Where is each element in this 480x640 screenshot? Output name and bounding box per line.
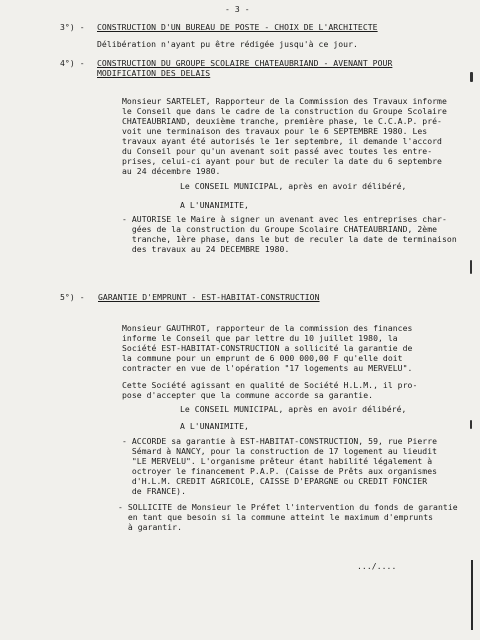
section-5-decision-line: - ACCORDE sa garantie à EST-HABITAT-CONSTRUCTION, 59, rue Pierre [122, 436, 438, 446]
section-4-decision-line: tranche, 1ère phase, dans le but de reculer la date de terminaison [122, 234, 457, 244]
scan-speck [470, 72, 473, 82]
section-5-council: Le CONSEIL MUNICIPAL, après en avoir délibéré, [180, 404, 407, 414]
section-4-decision-line: des travaux au 24 DECEMBRE 1980. [122, 244, 290, 254]
section-4-report-line: voit une terminaison des travaux pour le 6 SEPTEMBRE 1980. Les [122, 126, 428, 136]
section-5-context-line: pose d'accepter que la commune accorde sa garantie. [122, 390, 374, 400]
section-4-report-line: CHATEAUBRIAND, deuxième tranche, première phase, le C.C.A.P. pré- [122, 116, 442, 126]
section-4-report-line: prises, celui-ci ayant pour but de reculer la date du 6 septembre [122, 156, 442, 166]
section-5-report-line: informe le Conseil que par lettre du 10 juillet 1980, la [122, 333, 398, 343]
section-5-decision-line: "LE MERVELU". L'organisme prêteur étant habilité légalement à [122, 456, 433, 466]
section-3-note: Délibération n'ayant pu être rédigée jusqu'à ce jour. [97, 39, 358, 49]
section-5-decision2-line: en tant que besoin si la commune atteint le maximum d'emprunts [118, 512, 434, 522]
page-number: - 3 - [225, 4, 250, 14]
section-5-decision2-line: - SOLLICITE de Monsieur le Préfet l'intervention du fonds de garantie [118, 502, 458, 512]
section-5-decision-line: d'H.L.M. CREDIT AGRICOLE, CAISSE D'EPARGNE ou CREDIT FONCIER [122, 476, 428, 486]
continuation-mark: .../.... [357, 561, 397, 571]
section-4-report-line: du Conseil pour qu'un avenant soit passé avec toutes les entre- [122, 146, 433, 156]
section-4-report-line: le Conseil que dans le cadre de la construction du Groupe Scolaire [122, 106, 447, 116]
section-5-decision-line: de FRANCE). [122, 486, 186, 496]
section-4-number: 4°) - [60, 58, 85, 68]
section-5-decision2-line: à garantir. [118, 522, 182, 532]
section-5-decision-line: Sémard à NANCY, pour la construction de 17 logement au lieudit [122, 446, 438, 456]
section-4-report-line: Monsieur SARTELET, Rapporteur de la Commission des Travaux informe [122, 96, 447, 106]
section-4-title-line: MODIFICATION DES DELAIS [97, 68, 211, 78]
section-5-decision-line: octroyer le financement P.A.P. (Caisse de Prêts aux organismes [122, 466, 438, 476]
section-4-title-line: CONSTRUCTION DU GROUPE SCOLAIRE CHATEAUBRIAND - AVENANT POUR [97, 58, 393, 68]
section-5-report-line: Monsieur GAUTHROT, rapporteur de la commission des finances [122, 323, 413, 333]
section-4-report-line: au 24 décembre 1980. [122, 166, 221, 176]
section-4-decision-line: gées de la construction du Groupe Scolaire CHATEAUBRIAND, 2ème [122, 224, 438, 234]
section-5-unanimity: A L'UNANIMITE, [180, 421, 249, 431]
section-4-council: Le CONSEIL MUNICIPAL, après en avoir délibéré, [180, 181, 407, 191]
section-3-title: CONSTRUCTION D'UN BUREAU DE POSTE - CHOIX DE L'ARCHITECTE [97, 22, 378, 32]
scan-speck [470, 420, 472, 429]
scan-speck [470, 260, 472, 274]
scan-edge-mark [471, 560, 473, 630]
section-3-number: 3°) - [60, 22, 85, 32]
section-4-unanimity: A L'UNANIMITE, [180, 200, 249, 210]
section-5-number: 5°) - [60, 292, 85, 302]
section-4-report-line: travaux ayant été autorisés le 1er septembre, il demande l'accord [122, 136, 442, 146]
section-5-title: GARANTIE D'EMPRUNT - EST-HABITAT-CONSTRUCTION [98, 292, 320, 302]
section-5-context-line: Cette Société agissant en qualité de Société H.L.M., il pro- [122, 380, 418, 390]
section-4-decision-line: - AUTORISE le Maire à signer un avenant avec les entreprises char- [122, 214, 447, 224]
section-5-report-line: contracter en vue de l'opération "17 logements au MERVELU". [122, 363, 413, 373]
section-5-report-line: la commune pour un emprunt de 6 000 000,00 F qu'elle doit [122, 353, 403, 363]
section-5-report-line: Société EST-HABITAT-CONSTRUCTION a sollicité la garantie de [122, 343, 413, 353]
